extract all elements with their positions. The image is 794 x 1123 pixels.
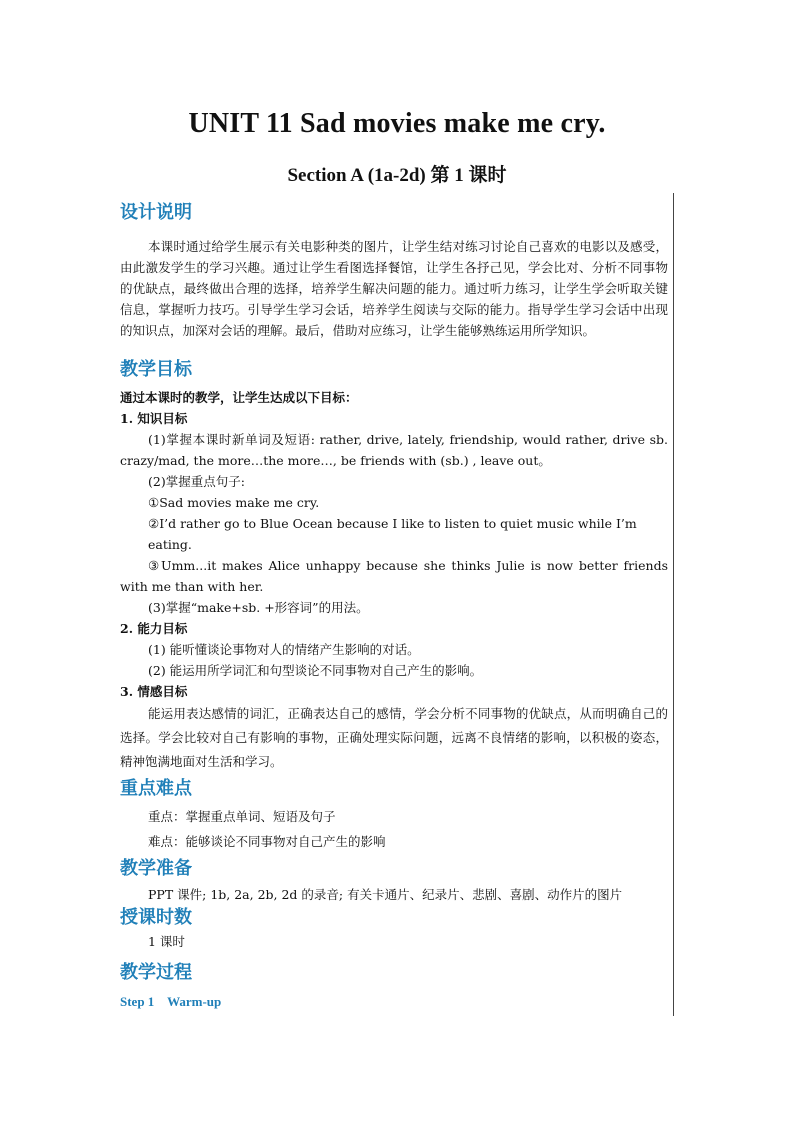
design-paragraph: 本课时通过给学生展示有关电影种类的图片，让学生结对练习讨论自己喜欢的电影以及感受，由此激发学生的学习兴趣。通过让学生看图选择餐馆，让学生各抒己见，学会比对、分析不同事物的优缺点，最终做出合理的选择，培养学生解决问题的能力。通过听力练习，让学生学会听取关键信息，掌握听力技巧。引导学生学习会话，培养学生阅读与交际的能力。指导学生学习会话中出现的知识点，加深对会话的理解。最后，借助对应练习，让学生能够熟练运用所学知识。: [120, 239, 668, 338]
prep-text: PPT 课件; 1b, 2a, 2b, 2d 的录音; 有关卡通片、纪录片、悲剧、喜剧、动作片的图片: [148, 887, 623, 902]
sentence-3: ③Umm...it makes Alice unhappy because she thinks Julie is now better friends with me than with her.: [120, 558, 668, 594]
margin-rule: [673, 193, 674, 1016]
difficult-point: 难点：能够谈论不同事物对自己产生的影响: [148, 834, 386, 849]
knowledge-item-2: (2)掌握重点句子:: [148, 474, 245, 489]
heading-keypoints: 重点难点: [120, 778, 192, 799]
knowledge-item-3: (3)掌握“make+sb. +形容词”的用法。: [148, 600, 369, 615]
key-point: 重点：掌握重点单词、短语及句子: [148, 809, 336, 824]
ability-label: 2. 能力目标: [120, 621, 188, 636]
heading-process: 教学过程: [120, 962, 192, 983]
step-1: Step 1 Warm-up: [120, 994, 222, 1009]
sentence-2: ②I’d rather go to Blue Ocean because I like to listen to quiet music while I’m eating.: [148, 516, 637, 552]
emotion-label: 3. 情感目标: [120, 684, 188, 699]
heading-design: 设计说明: [120, 202, 192, 223]
content-body: [120, 200, 668, 1010]
heading-time: 授课时数: [120, 907, 192, 928]
ability-item-1: (1) 能听懂谈论事物对人的情绪产生影响的对话。: [148, 642, 420, 657]
sentence-1: ①Sad movies make me cry.: [148, 495, 320, 510]
emotion-paragraph: 能运用表达感情的词汇，正确表达自己的感情，学会分析不同事物的优缺点，从而明确自己的选择。学会比较对自己有影响的事物，正确处理实际问题，远离不良情绪的影响，以积极的姿态，精神饱满地面对生活和学习。: [120, 706, 668, 769]
ability-item-2: (2) 能运用所学词汇和句型谈论不同事物对自己产生的影响。: [148, 663, 483, 678]
knowledge-label: 1. 知识目标: [120, 411, 188, 426]
time-text: 1 课时: [148, 934, 185, 949]
section-subtitle: Section A (1a-2d) 第 1 课时: [287, 165, 507, 186]
unit-title: UNIT 11 Sad movies make me cry.: [188, 108, 606, 139]
knowledge-item-1: (1)掌握本课时新单词及短语: rather, drive, lately, friendship, would rather, drive sb. crazy/mad, the more…the more…, be friends with (sb.) , leave out。: [120, 432, 668, 468]
heading-prep: 教学准备: [120, 858, 192, 879]
goals-intro: 通过本课时的教学，让学生达成以下目标：: [120, 390, 358, 405]
heading-goals: 教学目标: [120, 359, 192, 380]
